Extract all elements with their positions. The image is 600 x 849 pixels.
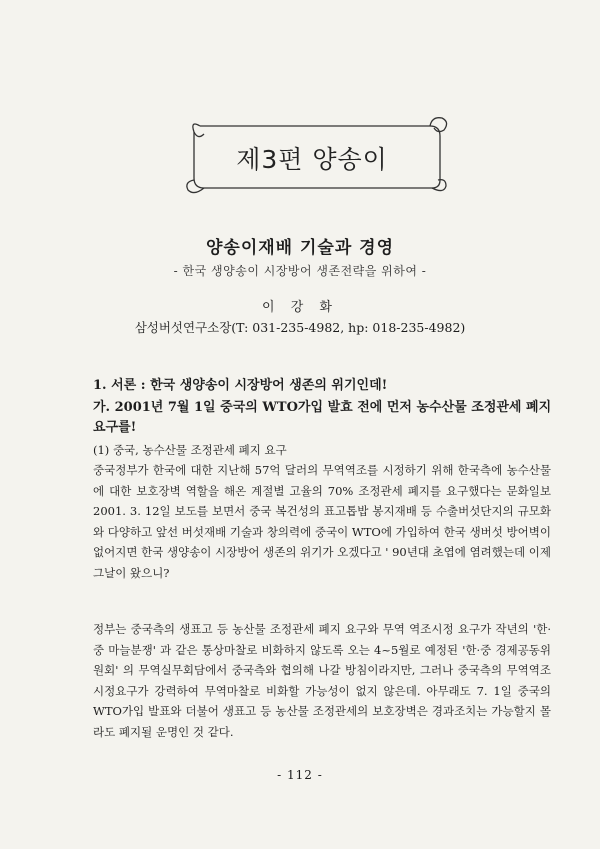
page-number: - 112 - xyxy=(277,768,323,782)
body-paragraph-2: 정부는 중국측의 생표고 등 농산물 조정관세 폐지 요구와 무역 역조시정 요구가 작년의 '한·중 마늘분쟁' 과 같은 통상마찰로 비화하지 않도록 오는 4~5월로 예정된 '한·중 경제공동위원회' 의 무역실무회담에서 중국측와 협의해 나갈 방침이라지만, 그러나 중국측의 무역역조 시정요구가 강력하여 무역마찰로 비화할 가능성이 없지 않은데. 아무래도 7. 1일 중국의 WTO가입 발표와 더불어 생표고 등 농산물 조정관세의 보호장벽은 경과조치는 가능할지 몰라도 폐지될 운명인 것 같다. xyxy=(93,622,551,739)
chapter-title: 제3편 양송이 xyxy=(236,145,388,174)
section-heading: 1. 서론 : 한국 생양송이 시장방어 생존의 위기인데! xyxy=(93,378,388,393)
article-subtitle: - 한국 생양송이 시장방어 생존전략을 위하여 - xyxy=(173,264,427,278)
section-subheading: 가. 2001년 7월 1일 중국의 WTO가입 발효 전에 먼저 농수산물 조정관세 폐지 요구를! xyxy=(93,400,552,435)
author-affiliation: 삼성버섯연구소장(T: 031-235-4982, hp: 018-235-4982) xyxy=(134,320,466,335)
author-name: 이 강 화 xyxy=(262,300,338,315)
article-title: 양송이재배 기술과 경영 xyxy=(205,238,395,258)
chapter-banner xyxy=(182,110,450,202)
item-title: (1) 중국, 농수산물 조정관세 폐지 요구 xyxy=(93,443,287,457)
body-paragraph-1: 중국정부가 한국에 대한 지난해 57억 달러의 무역역조를 시정하기 위해 한국측에 농수산물에 대한 보호장벽 역할을 해온 계절별 고율의 70% 조정관세 폐지를 요구했다는 문화일보 2001. 3. 12일 보도를 보면서 중국 복건성의 표고톱밥 봉지재배 등 수출버섯단지의 규모화와 다양하고 앞선 버섯재배 기술과 창의력에 중국이 WTO에 가입하여 한국 생버섯 방어벽이 없어지면 한국 생양송이 시장방어 생존의 위기가 오겠다고 ' 90년대 초엽에 염려했는데 이제 그날이 왔으니? xyxy=(93,463,551,580)
